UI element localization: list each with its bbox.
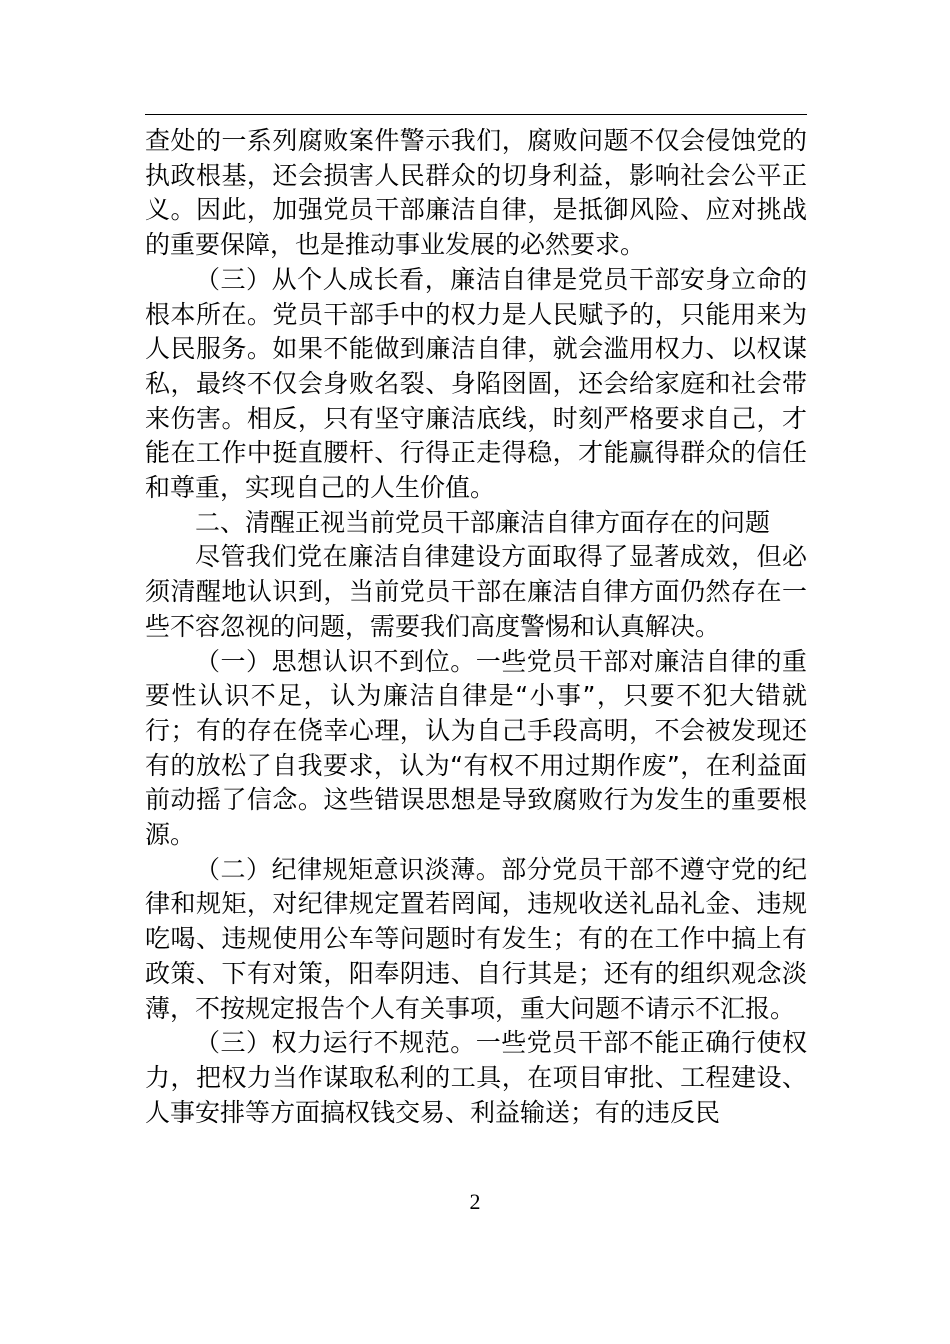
page-number: 2 — [469, 1189, 481, 1214]
paragraph-point-two: （二）纪律规矩意识淡薄。部分党员干部不遵守党的纪律和规矩，对纪律规定置若罔闻，违规收送礼品礼金、违规吃喝、违规使用公车等问题时有发生；有的在工作中搞上有政策、下有对策，阳奉阴违、自行其是；还有的组织观念淡薄，不按规定报告个人有关事项，重大问题不请示不汇报。 — [145, 854, 807, 1023]
paragraph-point-one: （一）思想认识不到位。一些党员干部对廉洁自律的重要性认识不足，认为廉洁自律是“小事”，只要不犯大错就行；有的存在侥幸心理，认为自己手段高明，不会被发现还有的放松了自我要求，认为“有权不用过期作废”，在利益面前动摇了信念。这些错误思想是导致腐败行为发生的重要根源。 — [145, 646, 807, 850]
header-rule — [145, 114, 807, 115]
section-heading: 二、清醒正视当前党员干部廉洁自律方面存在的问题 — [195, 507, 771, 537]
paragraph-continuation: 查处的一系列腐败案件警示我们，腐败问题不仅会侵蚀党的执政根基，还会损害人民群众的切身利益，影响社会公平正义。因此，加强党员干部廉洁自律，是抵御风险、应对挑战的重要保障，也是推动事业发展的必然要求。 — [145, 126, 807, 260]
paragraph-intro: 尽管我们党在廉洁自律建设方面取得了显著成效，但必须清醒地认识到，当前党员干部在廉洁自律方面仍然存在一些不容忽视的问题，需要我们高度警惕和认真解决。 — [145, 542, 807, 641]
paragraph-point-three: （三）权力运行不规范。一些党员干部不能正确行使权力，把权力当作谋取私利的工具，在项目审批、工程建设、人事安排等方面搞权钱交易、利益输送；有的违反民 — [145, 1028, 807, 1127]
document-body — [145, 124, 807, 1130]
paragraph-personal-growth: （三）从个人成长看，廉洁自律是党员干部安身立命的根本所在。党员干部手中的权力是人民赋予的，只能用来为人民服务。如果不能做到廉洁自律，就会滥用权力、以权谋私，最终不仅会身败名裂、身陷囹圄，还会给家庭和社会带来伤害。相反，只有坚守廉洁底线，时刻严格要求自己，才能在工作中挺直腰杆、行得正走得稳，才能赢得群众的信任和尊重，实现自己的人生价值。 — [145, 264, 807, 503]
